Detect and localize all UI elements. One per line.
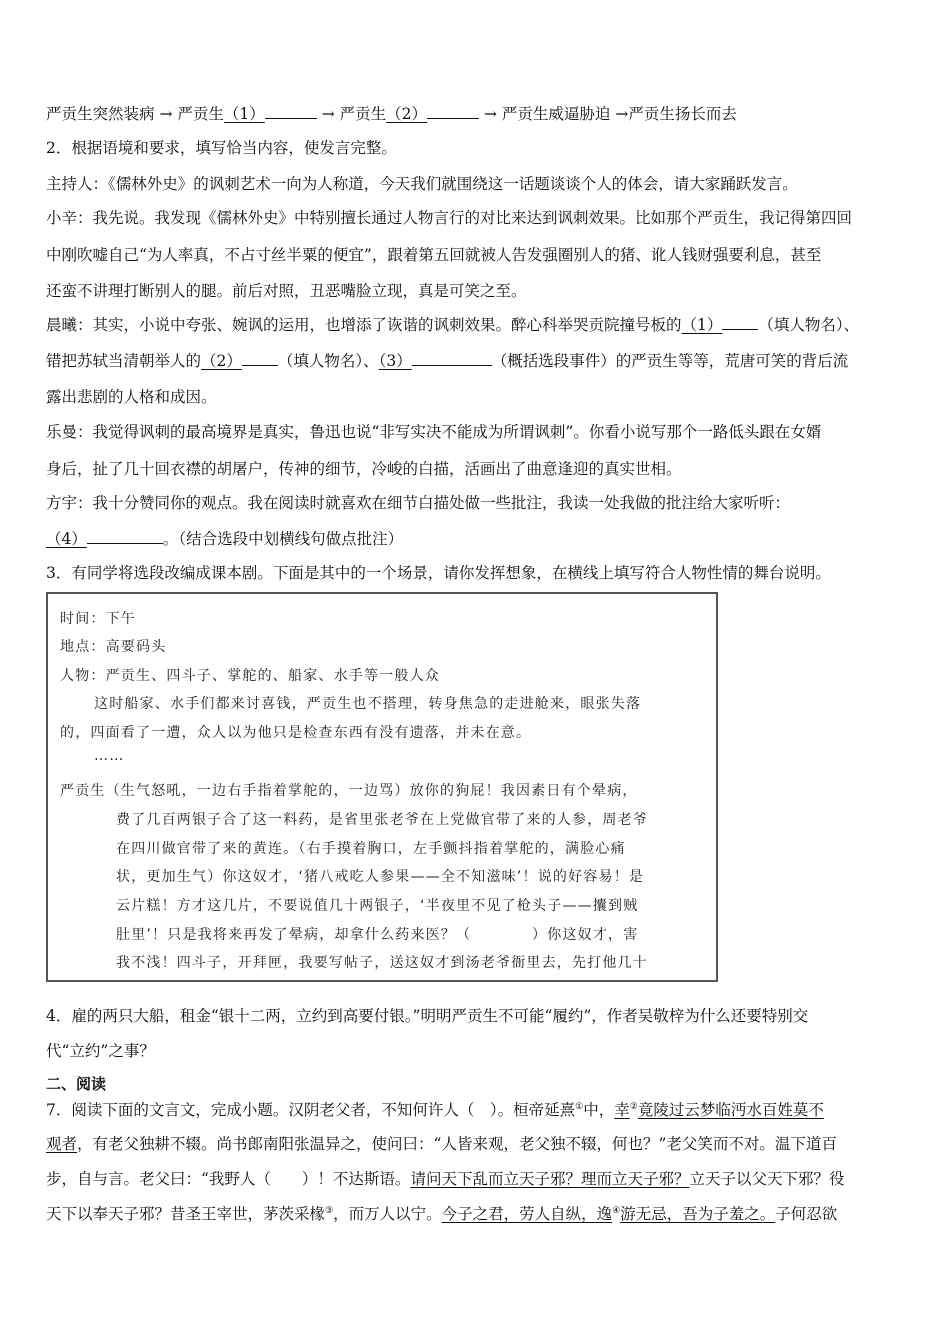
fang-blank[interactable]: [87, 529, 163, 544]
q7-l1-underlined-1: 幸: [614, 1101, 630, 1119]
note-marker-2: ②: [629, 1101, 638, 1112]
q2-chen-3: 露出悲剧的人格和成因。: [46, 388, 217, 406]
note-marker-4: ④: [612, 1205, 621, 1216]
q2-title: 2．根据语境和要求，填写恰当内容，使发言完整。: [46, 139, 397, 157]
flow-blank-2[interactable]: [427, 104, 479, 119]
q7-l4-mid: ，而万人以宁。: [333, 1205, 442, 1223]
note-marker-1: ①: [575, 1101, 584, 1112]
q7-l1-text: 7．阅读下面的文言文，完成小题。汉阴老父者，不知何许人（ ）。桓帝延熹: [46, 1101, 576, 1119]
q2-chen-1: [46, 313, 859, 335]
q7-l1-mid: 中，: [583, 1101, 615, 1119]
chen-blank-3[interactable]: [412, 351, 492, 366]
q7-l3-underlined: 请问天下乱而立天子邪？理而立天子邪？: [410, 1170, 690, 1188]
script-dialogue-1: 严贡生（生气怒吼，一边右手指着掌舵的，一边骂）放你的狗屁！我因素日有个晕病，: [60, 783, 638, 799]
flow-step-5: 严贡生扬长而去: [628, 105, 737, 123]
arrow-icon: →: [483, 105, 497, 123]
q2-le-2: 身后，扯了几十回衣襟的胡屠户，传神的细节，冷峻的白描，活画出了曲意逢迎的真实世相。: [46, 460, 682, 478]
script-time: 时间：下午: [60, 611, 136, 627]
q7-line-2: [46, 1132, 837, 1154]
q7-l4-text: 天下以奉天子邪？昔圣王宰世，茅茨采椽: [46, 1205, 326, 1223]
q2-host: 主持人：《儒林外史》的讽刺艺术一向为人称道，今天我们就围绕这一话题谈谈个人的体会，请大家踊跃发言。: [46, 175, 798, 193]
q2-chen-1-text: 晨曦：其实，小说中夸张、婉讽的运用，也增添了诙谐的讽刺效果。醉心科举哭贡院撞号板的: [46, 316, 682, 334]
script-narration-1: 这时船家、水手们都来讨喜钱，严贡生也不搭理，转身焦急的走进舱来，眼张失落: [94, 696, 642, 712]
q2-xin-3: 还蛮不讲理打断别人的腿。前后对照，丑恶嘴脸立现，真是可笑之至。: [46, 282, 527, 300]
q7-line-4: [46, 1202, 837, 1224]
script-ellipsis: ……: [94, 748, 125, 764]
q2-chen-2: [46, 349, 848, 371]
chen-blank-2[interactable]: [242, 351, 278, 366]
q2-fang-1: 方宇：我十分赞同你的观点。我在阅读时就喜欢在细节白描处做一些批注，我读一处我做的批注给大家听听：: [46, 494, 791, 512]
script-dialogue-5: 云片糕！方才这几片，不要说值几十两银子，‘半夜里不见了枪头子——攮到贼: [116, 898, 639, 914]
flow-step-1: 严贡生突然装病: [46, 105, 155, 123]
q7-l2-text: ，有老父独耕不辍。尚书郎南阳张温异之，使问曰：“人皆来观，老父独不辍，何也？”老父笑而不对。温下道百: [77, 1135, 837, 1153]
flow-blank-1[interactable]: [265, 104, 317, 119]
script-dialogue-6: 肚里’！只是我将来再发了晕病，却拿什么药来医？（ ）你这奴才，害: [116, 927, 639, 943]
q2-le-1: 乐曼：我觉得讽刺的最高境界是真实，鲁迅也说“非写实决不能成为所谓讽刺”。你看小说写那个一路低头跟在女婿: [46, 423, 822, 441]
chen-blank-1[interactable]: [722, 315, 758, 330]
q7-l1-underlined-2: 竟陵过云梦临沔水百姓莫不: [637, 1101, 824, 1119]
script-characters: 人物：严贡生、四斗子、掌舵的、船家、水手等一般人众: [60, 668, 440, 684]
script-box: [46, 592, 718, 982]
fang-blank-label: （4）: [46, 530, 87, 548]
flow-line: [46, 102, 737, 124]
chen-blank-3-label: （3）: [378, 352, 412, 370]
note-marker-3: ③: [325, 1205, 334, 1216]
flow-blank-1-label: （1）: [223, 105, 265, 123]
script-dialogue-2: 费了几百两银子合了这一料药，是省里张老爷在上党做官带了来的人参，周老爷: [116, 812, 648, 828]
q2-chen-2-mid: （填人物名）、: [277, 352, 379, 370]
script-dialogue-7: 我不浅！四斗子，开拜匣，我要写帖子，送这奴才到汤老爷衙里去，先打他几十: [116, 955, 648, 971]
q7-l2-underlined: 观者: [46, 1135, 78, 1153]
script-narration-2: 的，四面看了一遭，众人以为他只是检查东西有没有遗落，并未在意。: [60, 725, 532, 741]
q2-chen-2-tail: （概括选段事件）的严贡生等等，荒唐可笑的背后流: [491, 352, 849, 370]
arrow-icon: →: [159, 105, 173, 123]
arrow-icon: →: [615, 105, 629, 123]
chen-blank-1-label: （1）: [681, 316, 723, 334]
q7-line-3: [46, 1167, 844, 1189]
script-place: 地点：高要码头: [60, 639, 167, 655]
flow-step-2-label: 严贡生: [177, 105, 224, 123]
q2-chen-1-tail: （填人物名）、: [758, 316, 860, 334]
q4-line-1: 4．雇的两只大船，租金“银十二两，立约到高要付银。”明明严贡生不可能“履约”，作者吴敬梓为什么还要特别交: [46, 1007, 809, 1025]
q7-l4-tail: 子何忍欲: [775, 1205, 838, 1223]
q3-title: 3．有同学将选段改编成课本剧。下面是其中的一个场景，请你发挥想象，在横线上填写符合人物性情的舞台说明。: [46, 564, 831, 582]
q4-line-2: 代“立约”之事？: [46, 1042, 155, 1060]
chen-blank-2-label: （2）: [201, 352, 242, 370]
q2-chen-2-text: 错把苏轼当清朝举人的: [46, 352, 202, 370]
q7-line-1: [46, 1098, 824, 1120]
q2-fang-2: [46, 527, 403, 549]
q2-xin-1: 小辛：我先说。我发现《儒林外史》中特别擅长通过人物言行的对比来达到讽刺效果。比如那个严贡生，我记得第四回: [46, 209, 853, 227]
q7-l3-tail: 立天子以父天下邪？役: [689, 1170, 845, 1188]
flow-step-4: 严贡生威逼胁迫: [501, 105, 611, 123]
q7-l4-underlined-1: 今子之君，劳人自纵，逸: [441, 1205, 613, 1223]
q2-fang-2-tail: 。（结合选段中划横线句做点批注）: [162, 530, 404, 548]
script-dialogue-3: 在四川做官带了来的黄连。（右手摸着胸口，左手颤抖指着掌舵的，满脸心痛: [116, 841, 626, 857]
flow-blank-2-label: （2）: [386, 105, 428, 123]
flow-step-3-label: 严贡生: [339, 105, 387, 123]
q7-l3-text: 步，自与言。老父曰：“我野人（ ）！不达斯语。: [46, 1170, 411, 1188]
arrow-icon: →: [321, 105, 335, 123]
q7-l4-underlined-2: 游无忌，吾为子羞之。: [620, 1205, 776, 1223]
q2-xin-2: 中刚吹嘘自己“为人率真，不占寸丝半粟的便宜”，跟着第五回就被人告发强圈别人的猪、讹人钱财强要利息，甚至: [46, 246, 822, 264]
script-dialogue-4: 状，更加生气）你这奴才，‘猪八戒吃人参果——全不知滋味’！说的好容易！是: [116, 869, 645, 885]
section-heading: 二、阅读: [46, 1075, 107, 1093]
